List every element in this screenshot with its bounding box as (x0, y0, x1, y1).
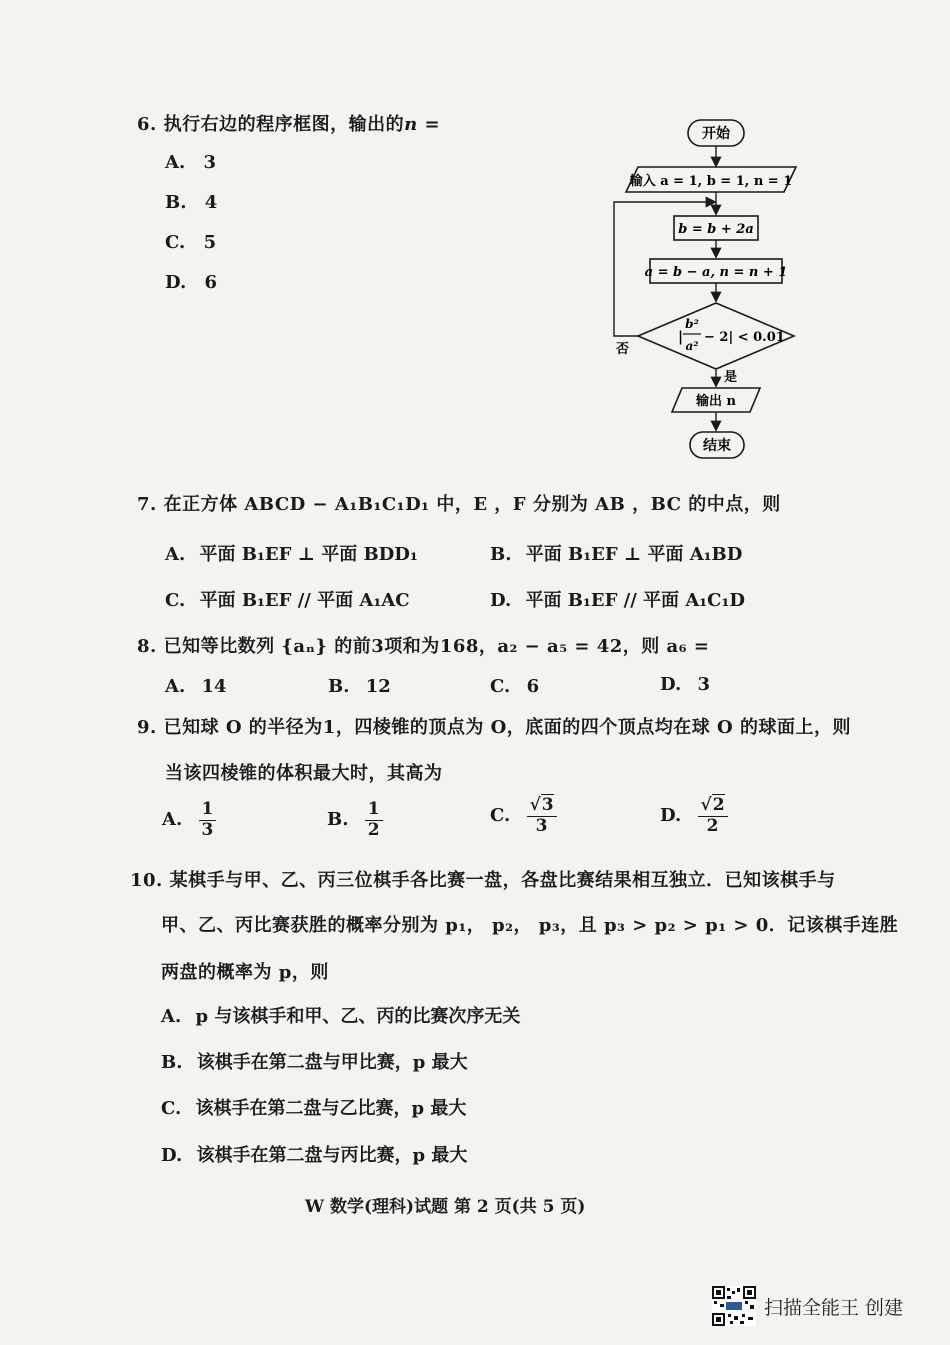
q7-stem-text: 在正方体 ABCD − A₁B₁C₁D₁ 中，E ，F 分别为 AB ，BC 的中点，则 (163, 494, 781, 515)
option-text: 该棋手在第二盘与甲比赛，p 最大 (196, 1052, 468, 1073)
q9-option-c-fraction (527, 796, 557, 836)
option-label: D. (165, 272, 187, 293)
q9-option-c (490, 796, 557, 836)
option-text: 3 (203, 152, 217, 173)
fraction-numerator: 1 (199, 800, 217, 821)
flow-end-label: 结束 (703, 438, 731, 454)
option-text: 平面 B₁EF ⊥ 平面 BDD₁ (199, 544, 418, 565)
q9-option-a (162, 800, 216, 840)
q9-option-d (660, 796, 728, 836)
option-label: D. (161, 1145, 183, 1166)
q10-stem-line2 (161, 911, 898, 937)
sqrt-sign: √ (700, 795, 712, 815)
flow-yes-label: 是 (724, 370, 738, 385)
q10-option-b (161, 1048, 468, 1074)
q9-stem-line1 (137, 713, 851, 739)
q10-number: 10. (130, 870, 163, 891)
q6-option-b (165, 192, 217, 213)
q6-option-c (165, 232, 216, 253)
fraction-numerator: 1 (365, 800, 383, 821)
q6-option-d (165, 272, 217, 293)
q7-option-a (165, 540, 418, 566)
q8-number: 8. (137, 636, 157, 657)
q9-option-b (327, 800, 383, 840)
q6-stem-end: = (417, 114, 441, 135)
option-text: 该棋手在第二盘与乙比赛，p 最大 (195, 1098, 467, 1119)
option-text: 14 (201, 676, 227, 697)
q10-option-a (161, 1002, 520, 1028)
option-text: 3 (697, 674, 711, 695)
q9-stem-text-1: 已知球 O 的半径为1，四棱锥的顶点为 O，底面的四个顶点均在球 O 的球面上，则 (163, 717, 851, 738)
option-text: 平面 B₁EF ⊥ 平面 A₁BD (525, 544, 743, 565)
flow-step1-label: b = b + 2a (678, 222, 754, 237)
option-text: p 与该棋手和甲、乙、丙的比赛次序无关 (195, 1006, 521, 1027)
q6-number: 6. (137, 114, 157, 135)
option-text: 6 (526, 676, 540, 697)
q8-option-a (165, 676, 227, 697)
q10-stem-line1 (130, 866, 836, 892)
option-label: A. (161, 1006, 182, 1027)
option-text: 12 (365, 676, 391, 697)
q10-stem-text-2: 甲、乙、丙比赛获胜的概率分别为 p₁， p₂， p₃，且 p₃ > p₂ > p₁ > 0．记该棋手连胜 (161, 915, 899, 936)
option-label: A. (165, 152, 186, 173)
flowchart (600, 110, 810, 470)
option-label: D. (490, 590, 512, 611)
option-label: D. (660, 674, 682, 695)
option-label: C. (490, 805, 511, 827)
option-label: B. (327, 809, 349, 831)
q10-option-d (161, 1141, 467, 1167)
qr-code-icon (712, 1286, 756, 1326)
option-label: A. (162, 809, 183, 831)
q7-stem (137, 490, 781, 516)
q8-option-d (660, 674, 710, 695)
option-label: B. (161, 1052, 183, 1073)
flow-start-label: 开始 (702, 126, 730, 142)
option-label: B. (490, 544, 512, 565)
flow-cond-bar: | (678, 329, 684, 345)
q7-option-b (490, 540, 742, 566)
option-text: 6 (204, 272, 218, 293)
flow-input-label: 输入 a = 1, b = 1, n = 1 (629, 174, 793, 189)
radicand: 3 (541, 795, 554, 815)
option-label: B. (328, 676, 350, 697)
q9-stem-text-2: 当该四棱锥的体积最大时，其高为 (165, 763, 443, 784)
option-text: 5 (203, 232, 217, 253)
q8-option-b (328, 676, 391, 697)
flow-cond-num: b² (685, 317, 699, 331)
option-label: B. (165, 192, 187, 213)
flow-cond-den: a² (685, 339, 699, 353)
q10-stem-text-1: 某棋手与甲、乙、丙三位棋手各比赛一盘，各盘比赛结果相互独立．已知该棋手与 (169, 870, 836, 891)
q9-option-a-fraction (199, 800, 217, 840)
option-text: 平面 B₁EF // 平面 A₁AC (199, 590, 410, 611)
fraction-numerator (698, 796, 728, 817)
scanner-brand-text: 扫描全能王 创建 (764, 1296, 904, 1319)
fraction-numerator (527, 796, 557, 817)
flow-no-label: 否 (616, 342, 630, 357)
q6-option-a (165, 152, 216, 173)
q6-stem-var: n (404, 114, 418, 135)
q10-option-c (161, 1094, 466, 1120)
option-label: C. (165, 232, 186, 253)
option-text: 该棋手在第二盘与丙比赛，p 最大 (196, 1145, 468, 1166)
q10-stem-text-3: 两盘的概率为 p，则 (161, 962, 329, 983)
option-text: 4 (204, 192, 218, 213)
option-label: D. (660, 805, 682, 827)
option-text: 平面 B₁EF // 平面 A₁C₁D (525, 590, 745, 611)
q7-option-c (165, 586, 410, 612)
q8-option-c (490, 676, 539, 697)
fraction-denominator: 2 (706, 815, 719, 836)
q9-number: 9. (137, 717, 157, 738)
option-label: C. (161, 1098, 182, 1119)
flow-output-label: 输出 n (696, 394, 736, 409)
q9-option-d-fraction (698, 796, 728, 836)
option-label: A. (165, 544, 186, 565)
q9-option-b-fraction (365, 800, 383, 840)
q8-stem-text: 已知等比数列 {aₙ} 的前3项和为168，a₂ − a₅ = 42，则 a₆ = (163, 636, 710, 657)
sqrt-sign: √ (529, 795, 541, 815)
q10-stem-line3 (161, 958, 329, 984)
q9-stem-line2 (165, 759, 443, 785)
q7-number: 7. (137, 494, 157, 515)
option-label: C. (165, 590, 186, 611)
fraction-denominator: 2 (367, 819, 380, 840)
q7-option-d (490, 586, 745, 612)
flow-step2-label: a = b − a, n = n + 1 (644, 265, 788, 280)
page-footer: W 数学(理科)试题 第 2 页(共 5 页) (305, 1197, 586, 1217)
option-label: A. (165, 676, 186, 697)
fraction-denominator: 3 (201, 819, 214, 840)
radicand: 2 (712, 795, 725, 815)
option-label: C. (490, 676, 511, 697)
q8-stem (137, 632, 709, 658)
fraction-denominator: 3 (535, 815, 548, 836)
scanner-watermark (712, 1286, 903, 1326)
flow-cond-tail: − 2| < 0.01 (704, 330, 785, 345)
q6-stem-text: 执行右边的程序框图，输出的 (163, 114, 405, 135)
q6-stem (137, 110, 440, 136)
